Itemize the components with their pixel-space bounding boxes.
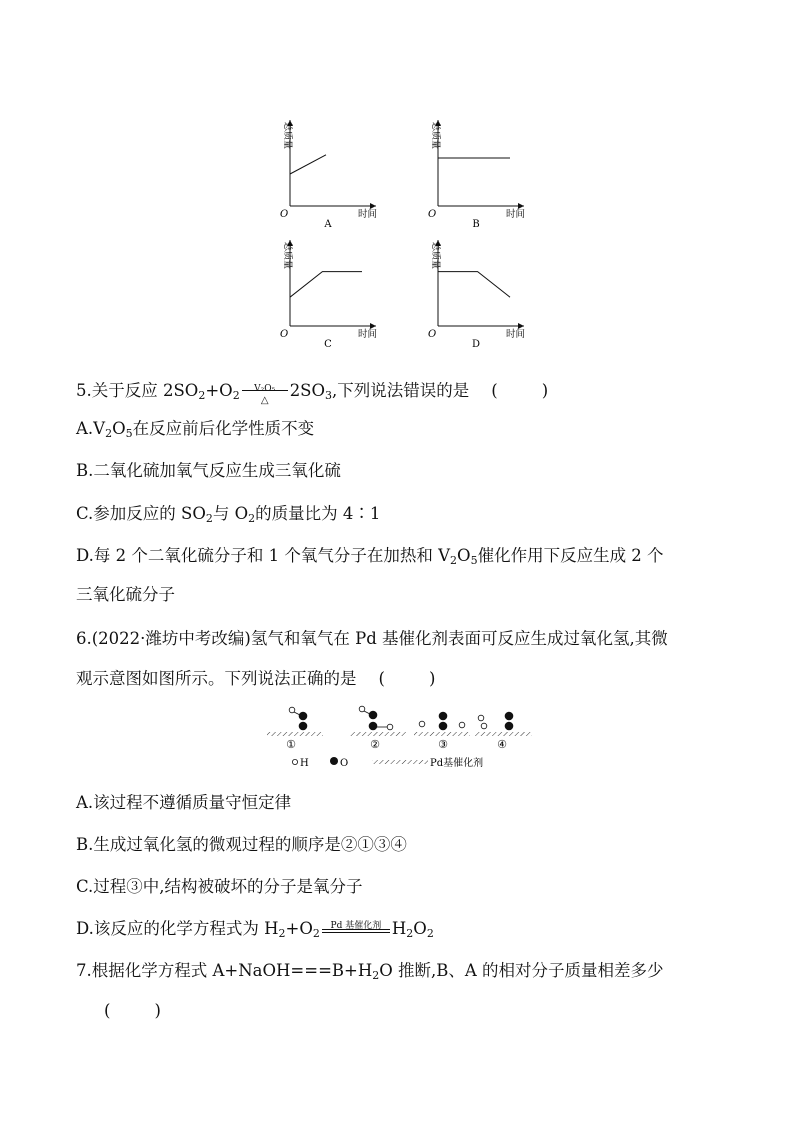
answer-paren: ( ): [491, 381, 549, 400]
origin-label: O: [280, 209, 289, 220]
origin-label: O: [280, 329, 289, 340]
step-label: ④: [497, 738, 507, 751]
q6-option-c: C.过程③中,结构被破坏的分子是氧分子: [76, 877, 363, 896]
catalyst-label: Pd 基催化剂: [330, 921, 382, 931]
series-line: [290, 272, 362, 298]
graph-label: D: [471, 339, 481, 350]
legend-catalyst: Pd基催化剂: [430, 758, 484, 769]
reaction-arrow: [240, 380, 290, 406]
q6-stem-1: 6.(2022·潍坊中考改编)氢气和氧气在 Pd 基催化剂表面可反应生成过氧化氢,其微: [76, 629, 668, 648]
step-2-molecules: [359, 706, 393, 730]
y-axis-label: 总质量: [282, 242, 292, 270]
graph-a-svg: [270, 108, 380, 228]
graph-label: A: [324, 219, 332, 230]
graph-c-svg: [270, 228, 380, 348]
q7-stem: 7.根据化学方程式 $A+NaOH===B+H_2O$ 推断,B、A 的相对分子质量相差多少: [76, 961, 664, 982]
step-4-molecules: [478, 712, 513, 731]
q7-paren: ( ): [104, 1001, 161, 1020]
legend-o: O: [340, 758, 349, 769]
h-atom-icon: [292, 759, 297, 764]
q6-option-b: B.生成过氧化氢的微观过程的顺序是②①③④: [76, 835, 407, 854]
graph-b-svg: [418, 108, 528, 228]
sub: 2: [198, 389, 206, 402]
catalyst-surface: [267, 732, 323, 736]
q5-option-d: D.每 2 个二氧化硫分子和 1 个氧气分子在加热和 $V_2O_5$催化作用下反应生成 2 个: [76, 546, 664, 567]
step-label: ③: [438, 738, 448, 751]
q5-suffix: ,下列说法错误的是: [332, 381, 470, 400]
sub: 2: [232, 389, 240, 402]
y-axis-label: 总质量: [430, 242, 440, 270]
q5-product: 2SO: [289, 381, 326, 400]
q6-option-a: A.该过程不遵循质量守恒定律: [76, 793, 292, 812]
step-3-molecules: [419, 712, 465, 731]
series-line: [438, 272, 510, 298]
micro-diagram: [262, 700, 542, 776]
origin-label: O: [428, 329, 437, 340]
heat-symbol: △: [260, 395, 269, 406]
graph-a: [270, 108, 380, 228]
catalyst-label: V₂O₅: [254, 384, 276, 394]
sub: 3: [325, 389, 333, 402]
graph-c: [270, 228, 380, 348]
graph-d-svg: [418, 228, 528, 348]
step-label: ②: [370, 738, 380, 751]
catalyst-surface: [350, 732, 406, 736]
q6-option-d: D.该反应的化学方程式为 $H_2+O_2$ Pd 基催化剂 $H_2O_2$: [76, 918, 434, 945]
equation-arrow: [320, 918, 392, 940]
x-axis-label: 时间: [506, 329, 526, 340]
y-axis-label: 总质量: [282, 122, 292, 150]
series-line: [290, 155, 326, 174]
q5-option-b: B.二氧化硫加氧气反应生成三氧化硫: [76, 461, 341, 480]
graph-b: [418, 108, 528, 228]
origin-label: O: [428, 209, 437, 220]
step-label: ①: [286, 738, 296, 751]
q6-stem-2: 观示意图如图所示。下列说法正确的是 ( ): [76, 669, 436, 688]
q5-option-c: C.参加反应的 $SO_2$与 $O_2$的质量比为 4∶1: [76, 504, 381, 525]
catalyst-legend-icon: [372, 760, 428, 764]
q5-prefix: 5.关于反应 2SO: [76, 381, 199, 400]
graph-label: B: [472, 219, 480, 230]
o-atom-icon: [330, 757, 338, 765]
answer-paren: ( ): [378, 669, 436, 688]
step-1-molecules: [289, 707, 307, 730]
y-axis-label: 总质量: [430, 122, 440, 150]
catalyst-surface: [414, 732, 470, 736]
micro-diagram-svg: [262, 700, 542, 772]
q5-plus: +O: [205, 381, 233, 400]
x-axis-label: 时间: [358, 209, 378, 220]
legend-h: H: [300, 758, 309, 769]
q5-option-d-cont: 三氧化硫分子: [76, 585, 175, 604]
graph-label: C: [324, 339, 332, 350]
x-axis-label: 时间: [358, 329, 378, 340]
catalyst-surface: [474, 732, 532, 736]
q5-stem: [76, 380, 548, 407]
graph-d: [418, 228, 528, 348]
x-axis-label: 时间: [506, 209, 526, 220]
q5-option-a: $A.V_2O_5$在反应前后化学性质不变: [76, 419, 315, 440]
